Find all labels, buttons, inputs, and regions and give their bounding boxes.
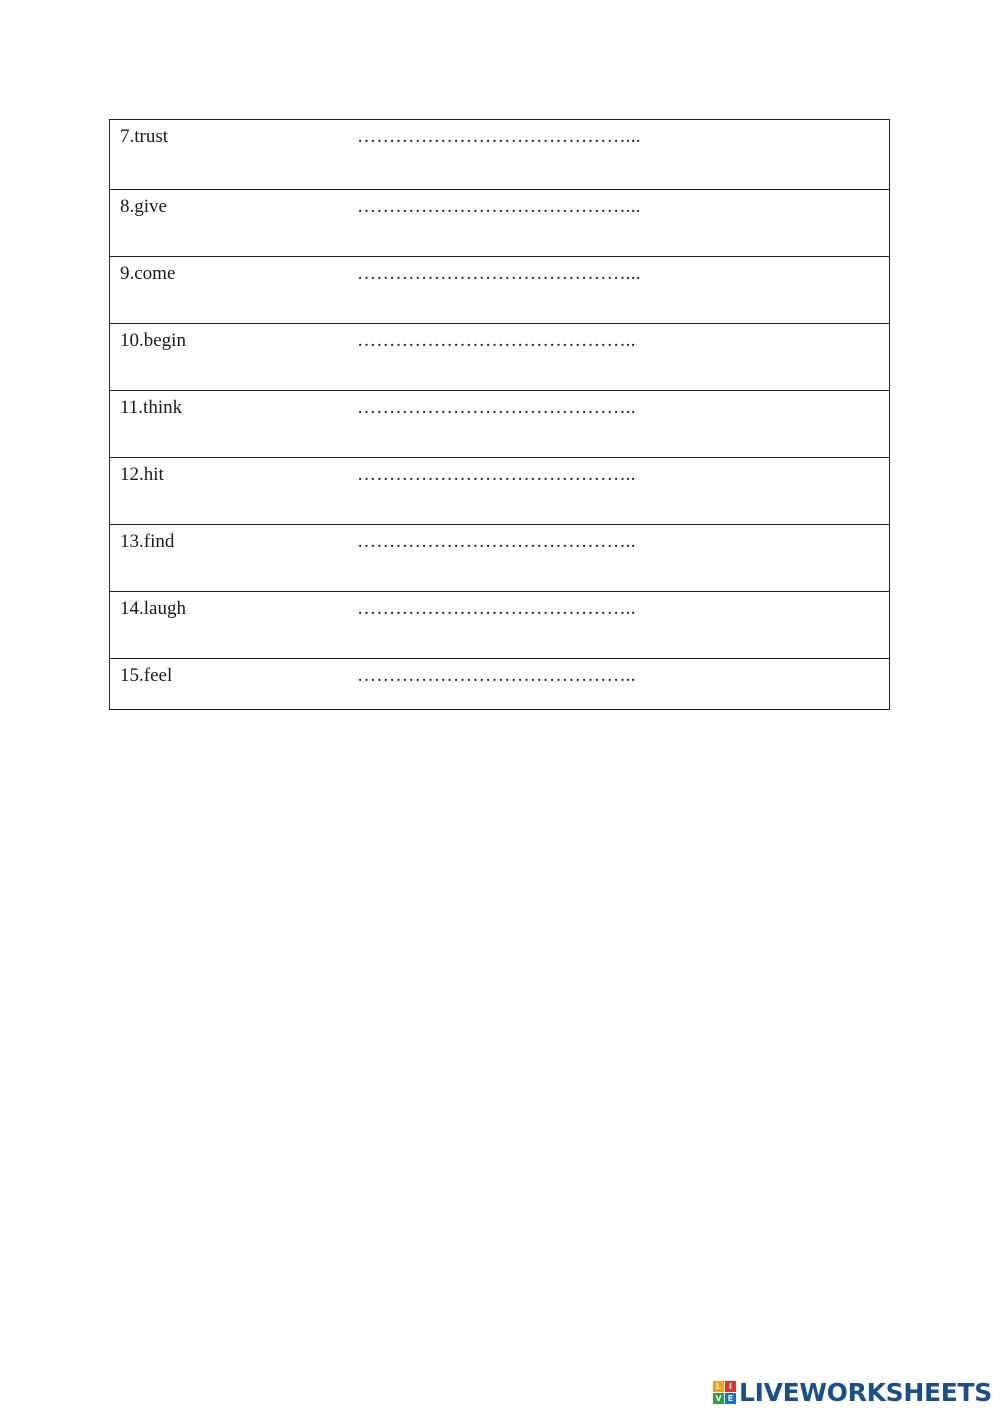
answer-blank[interactable]: …………………………………….. [357, 665, 636, 686]
answer-blank[interactable]: ……………………………………... [357, 263, 641, 284]
answer-blank[interactable]: …………………………………….. [357, 330, 636, 351]
table-row [110, 458, 889, 525]
table-row [110, 525, 889, 592]
answer-blank[interactable]: …………………………………….. [357, 397, 636, 418]
verb-label: 9.come [120, 263, 176, 284]
table-row [110, 391, 889, 458]
liveworksheets-logo [713, 1377, 992, 1407]
answer-blank[interactable]: …………………………………….. [357, 531, 636, 552]
table-row [110, 659, 889, 709]
table-row [110, 190, 889, 257]
table-row [110, 120, 889, 190]
table-row [110, 324, 889, 391]
verb-label: 7.trust [120, 126, 169, 147]
table-row [110, 257, 889, 324]
logo-text: LIVEWORKSHEETS [738, 1377, 992, 1407]
verb-label: 14.laugh [120, 598, 186, 619]
table-row [110, 592, 889, 659]
verb-table [109, 119, 890, 710]
verb-label: 13.find [120, 531, 175, 552]
logo-mark-icon: L I V E [713, 1381, 736, 1404]
verb-label: 12.hit [120, 464, 164, 485]
answer-blank[interactable]: ……………………………………... [357, 196, 641, 217]
answer-blank[interactable]: …………………………………….. [357, 598, 636, 619]
verb-label: 15.feel [120, 665, 173, 686]
answer-blank[interactable]: ……………………………………... [357, 126, 641, 147]
verb-label: 8.give [120, 196, 167, 217]
verb-label: 11.think [120, 397, 183, 418]
verb-label: 10.begin [120, 330, 186, 351]
answer-blank[interactable]: …………………………………….. [357, 464, 636, 485]
